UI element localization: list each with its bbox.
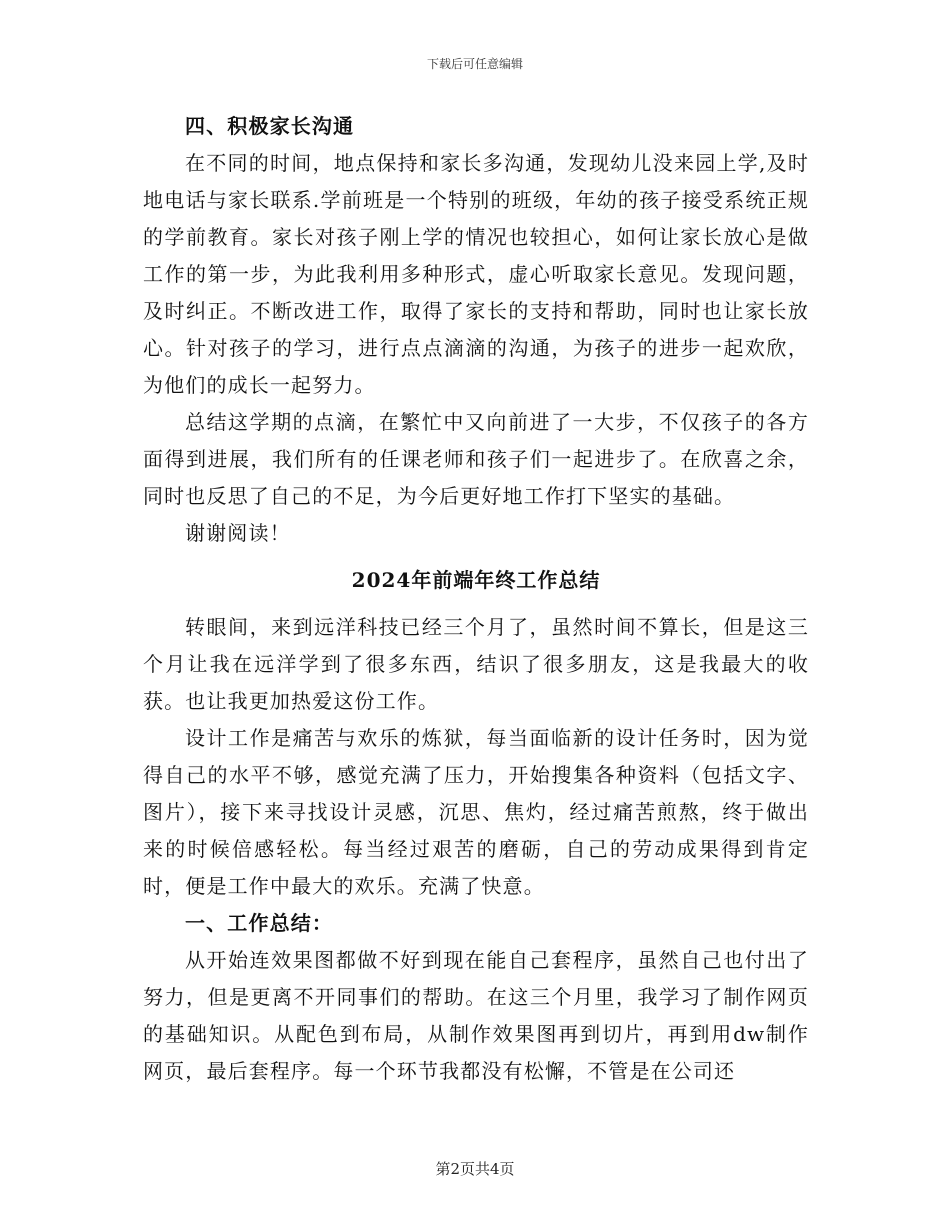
paragraph: 设计工作是痛苦与欢乐的炼狱，每当面临新的设计任务时，因为觉得自己的水平不够，感觉充满了压力，开始搜集各种资料（包括文字、图片），接下来寻找设计灵感，沉思、焦灼，经过痛苦煎熬，终于做出来的时候倍感轻松。每当经过艰苦的磨砺，自己的劳动成果得到肯定时，便是工作中最大的欢乐。充满了快意。 — [143, 726, 809, 898]
paragraph: 转眼间，来到远洋科技已经三个月了，虽然时间不算长，但是这三个月让我在远洋学到了很多东西，结识了很多朋友，这是我最大的收获。也让我更加热爱这份工作。 — [143, 615, 809, 713]
paragraph: 从开始连效果图都做不好到现在能自己套程序，虽然自己也付出了努力，但是更离不开同事们的帮助。在这三个月里，我学习了制作网页的基础知识。从配色到布局，从制作效果图再到切片，再到用dw制作网页，最后套程序。每一个环节我都没有松懈，不管是在公司还 — [143, 948, 809, 1083]
section-heading-parent-communication: 四、积极家长沟通 — [185, 114, 355, 138]
page-number: 第2页共4页 — [435, 1160, 515, 1178]
page-header: 下载后可任意编辑 — [426, 57, 523, 71]
paragraph: 在不同的时间，地点保持和家长多沟通，发现幼儿没来园上学,及时地电话与家长联系.学前班是一个特别的班级，年幼的孩子接受系统正规的学前教育。家长对孩子刚上学的情况也较担心，如何让家长放心是做工作的第一步，为此我利用多种形式，虚心听取家长意见。发现问题，及时纠正。不断改进工作，取得了家长的支持和帮助，同时也让家长放心。针对孩子的学习，进行点点滴滴的沟通，为孩子的进步一起欢欣，为他们的成长一起努力。 — [143, 151, 809, 397]
section-heading-work-summary: 一、工作总结： — [185, 911, 334, 935]
article-title: 2024年前端年终工作总结 — [351, 568, 601, 592]
paragraph: 总结这学期的点滴，在繁忙中又向前进了一大步，不仅孩子的各方面得到进展，我们所有的任课老师和孩子们一起进步了。在欣喜之余，同时也反思了自己的不足，为今后更好地工作打下坚实的基础。 — [143, 410, 809, 508]
thanks-text: 谢谢阅读！ — [185, 521, 291, 545]
document-body — [143, 108, 809, 1090]
